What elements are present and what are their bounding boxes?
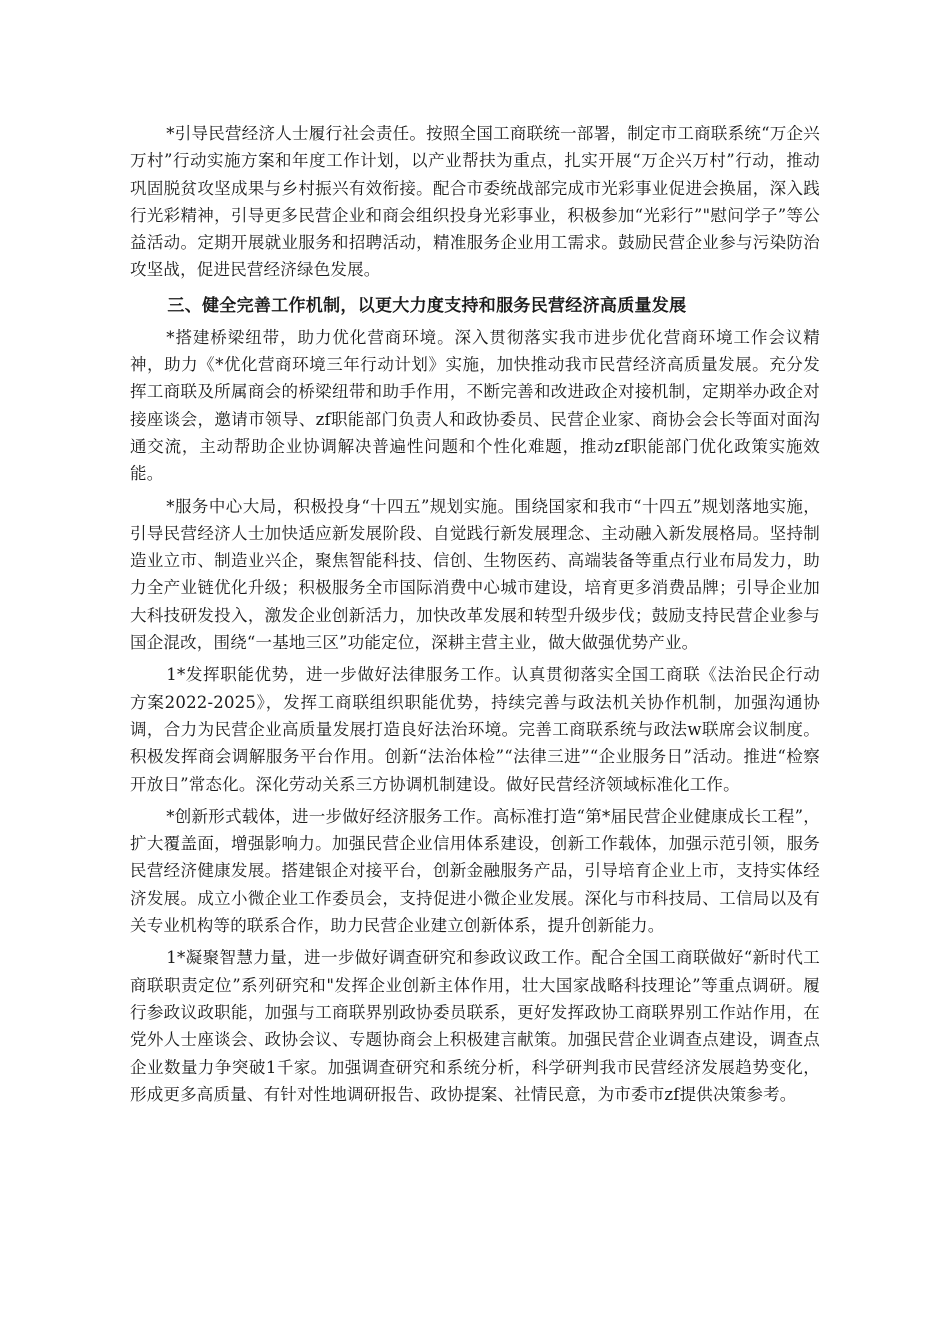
paragraph-social-responsibility: *引导民营经济人士履行社会责任。按照全国工商联统一部署，制定市工商联系统“万企兴万村”行动实施方案和年度工作计划，以产业帮扶为重点，扎实开展“万企兴万村”行动，推动巩固脱贫攻坚成果与乡村振兴有效衔接。配合市委统战部完成市光彩事业促进会换届，深入践行光彩精神，引导更多民营企业和商会组织投身光彩事业，积极参加“光彩行”"慰问学子”等公益活动。定期开展就业服务和招聘活动，精准服务企业用工需求。鼓励民营企业参与污染防治攻坚战，促进民营经济绿色发展。 <box>130 124 820 280</box>
paragraph-legal-services: 1*发挥职能优势，进一步做好法律服务工作。认真贯彻落实全国工商联《法治民企行动方案2022-2025》，发挥工商联组织职能优势，持续完善与政法机关协作机制，加强沟通协调，合力为民营企业高质量发展打造良好法治环境。完善工商联系统与政法w联席会议制度。积极发挥商会调解服务平台作用。创新“法治体检”“法律三进”“企业服务日”活动。推进“检察开放日”常态化。深化劳动关系三方协调机制建设。做好民营经济领域标准化工作。 <box>130 665 820 794</box>
paragraph-business-environment: *搭建桥梁纽带，助力优化营商环境。深入贯彻落实我市进步优化营商环境工作会议精神，助力《*优化营商环境三年行动计划》实施，加快推动我市民营经济高质量发展。充分发挥工商联及所属商会的桥梁纽带和助手作用，不断完善和改进政企对接机制，定期举办政企对接座谈会，邀请市领导、zf职能部门负责人和政协委员、民营企业家、商协会会长等面对面沟通交流，主动帮助企业协调解决普遍性问题和个性化难题，推动zf职能部门优化政策实施效能。 <box>130 327 820 484</box>
paragraph-economic-services: *创新形式载体，进一步做好经济服务工作。高标准打造“第*届民营企业健康成长工程”，扩大覆盖面，增强影响力。加强民营企业信用体系建设，创新工作载体，加强示范引领，服务民营经济健康发展。搭建银企对接平台，创新金融服务产品，引导培育企业上市，支持实体经济发展。成立小微企业工作委员会，支持促进小微企业发展。深化与市科技局、工信局以及有关专业机构等的联系合作，助力民营企业建立创新体系，提升创新能力。 <box>130 806 820 936</box>
paragraph-research-advisory: 1*凝聚智慧力量，进一步做好调查研究和参政议政工作。配合全国工商联做好“新时代工商联职责定位”系列研究和"发挥企业创新主体作用，壮大国家战略科技理论”等重点调研。履行参政议政职能，加强与工商联界别政协委员联系，更好发挥政协工商联界别工作站作用，在党外人士座谈会、政协会议、专题协商会上积极建言献策。加强民营企业调查点建设，调查点企业数量力争突破1千家。加强调查研究和系统分析，科学研判我市民营经济发展趋势变化，形成更多高质量、有针对性地调研报告、政协提案、社情民意，为市委市zf提供决策参考。 <box>130 948 820 1104</box>
paragraph-five-year-plan: *服务中心大局，积极投身“十四五”规划实施。围绕国家和我市“十四五”规划落地实施，引导民营经济人士加快适应新发展阶段、自觉践行新发展理念、主动融入新发展格局。坚持制造业立市、制造业兴企，聚焦智能科技、信创、生物医药、高端装备等重点行业布局发力，助力全产业链优化升级；积极服务全市国际消费中心城市建设，培育更多消费品牌；引导企业加大科技研发投入，激发企业创新活力，加快改革发展和转型升级步伐；鼓励支持民营企业参与国企混改，围绕“一基地三区”功能定位，深耕主营主业，做大做强优势产业。 <box>130 496 820 653</box>
document-page <box>130 120 820 1108</box>
section-heading: 三、健全完善工作机制，以更大力度支持和服务民营经济高质量发展 <box>167 295 687 316</box>
